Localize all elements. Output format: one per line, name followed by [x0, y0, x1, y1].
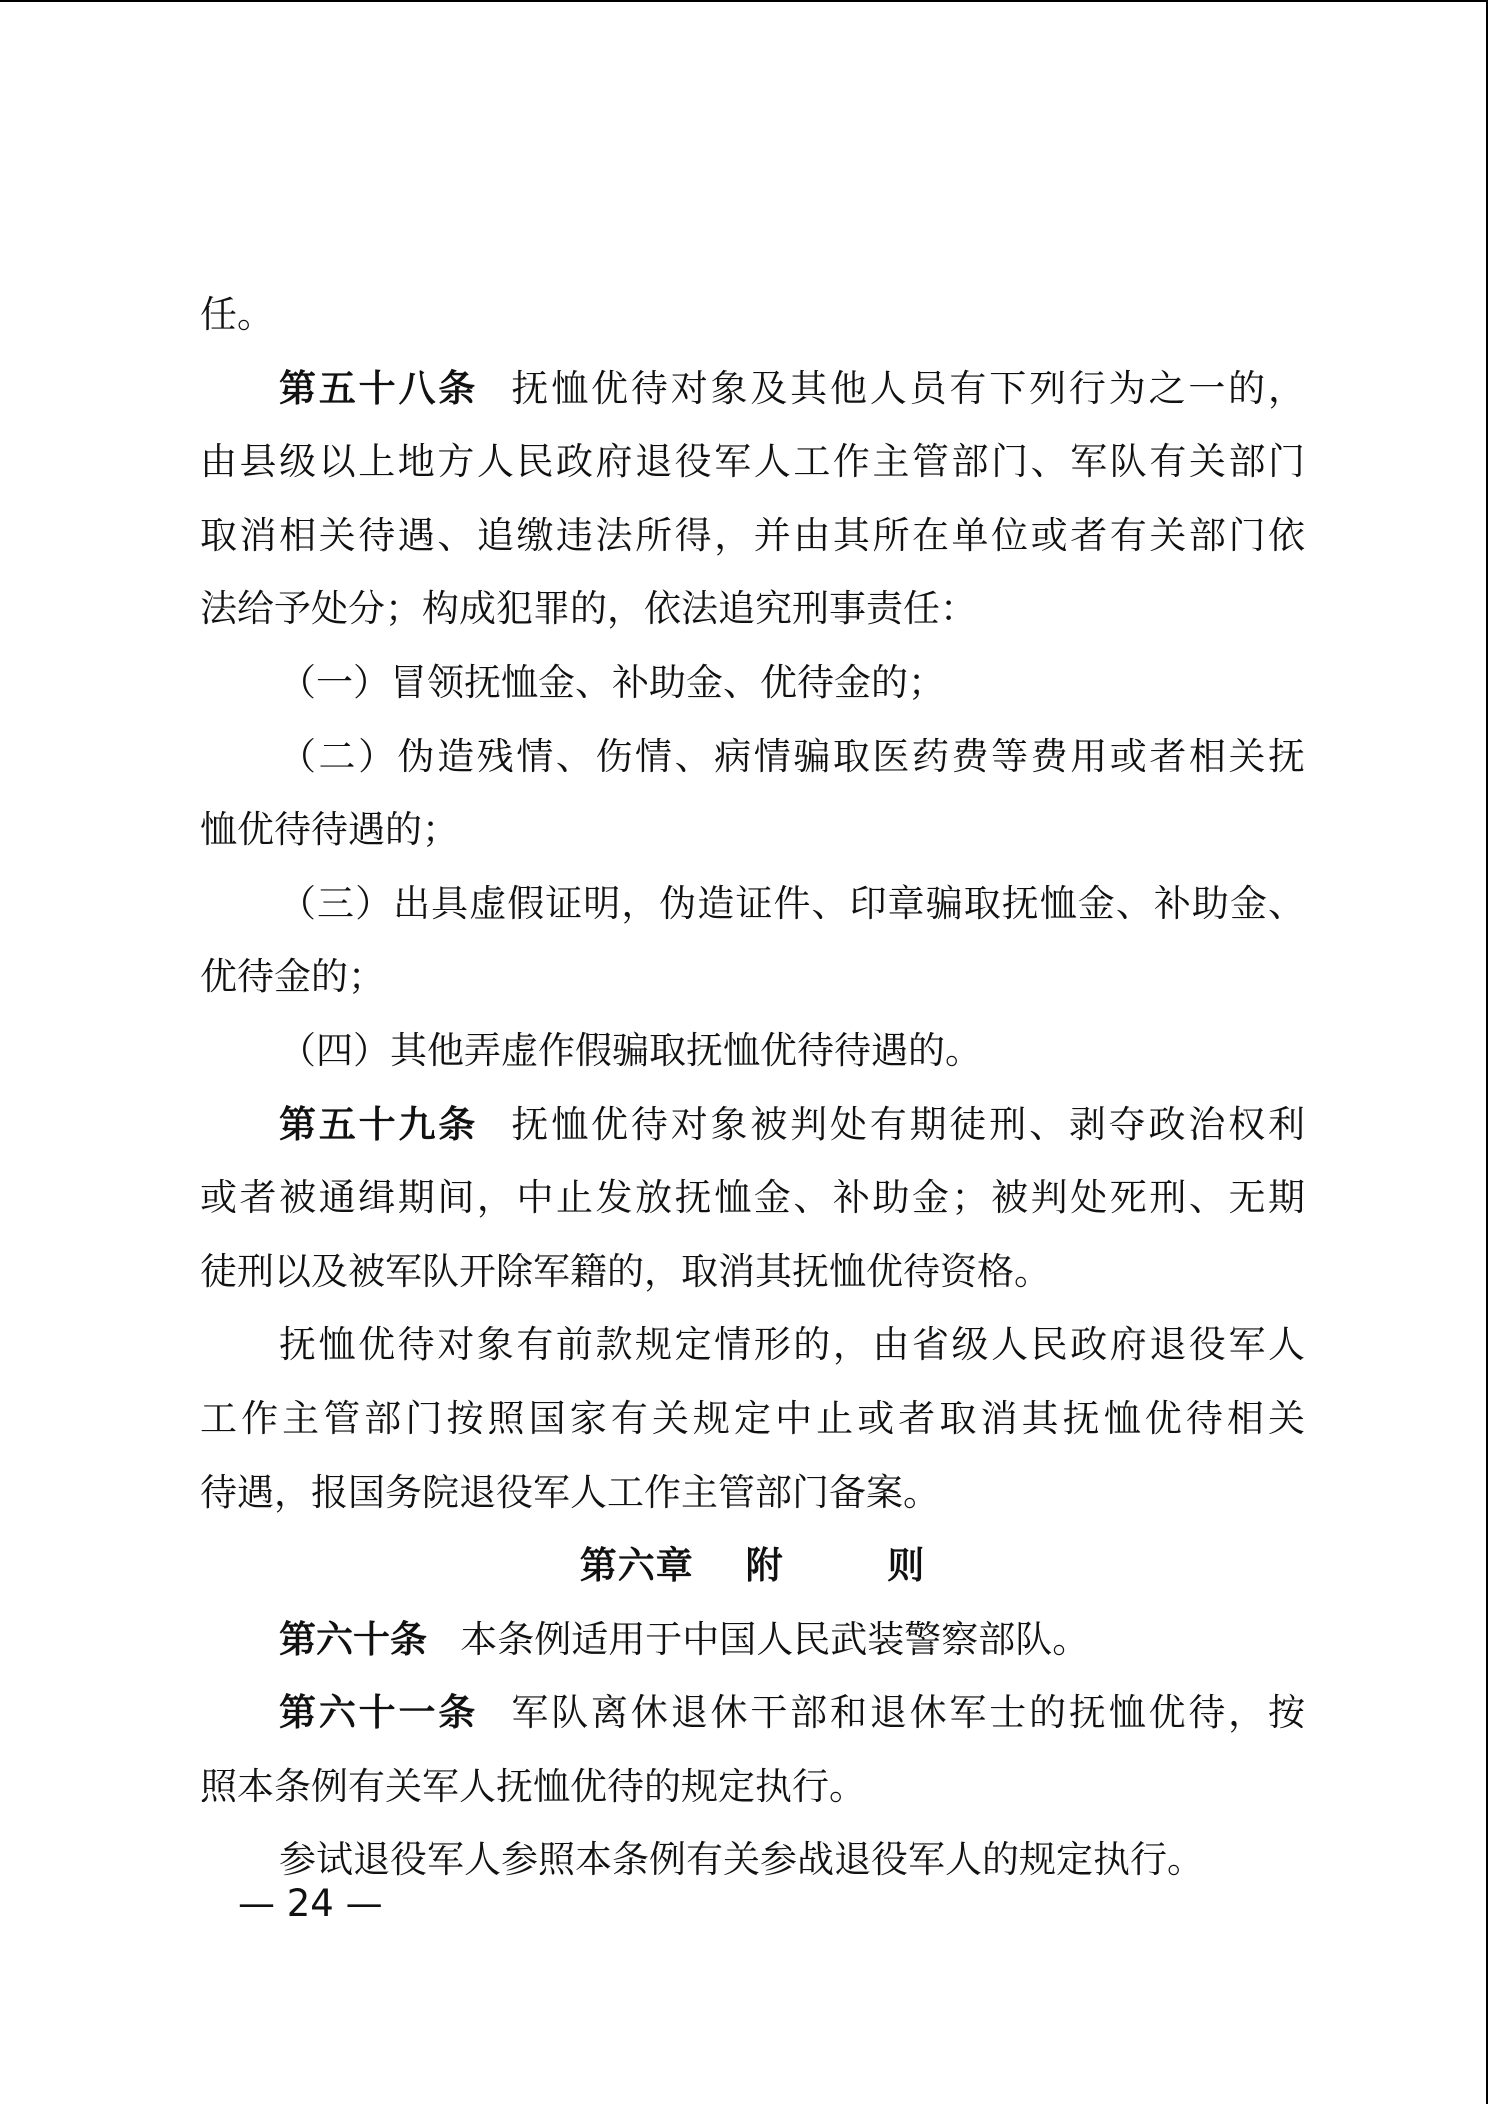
article-59-line-2: 或者被通缉期间，中止发放抚恤金、补助金；被判处死刑、无期 — [200, 1176, 1305, 1220]
list-item-1: （一）冒领抚恤金、补助金、优待金的； — [279, 660, 945, 704]
article-58-line-3: 取消相关待遇、追缴违法所得，并由其所在单位或者有关部门依 — [200, 513, 1305, 557]
paragraph-line-2: 工作主管部门按照国家有关规定中止或者取消其抚恤优待相关 — [200, 1396, 1305, 1440]
article-59-heading: 第五十九条 — [279, 1102, 479, 1146]
paragraph-line-1: 抚恤优待对象有前款规定情形的，由省级人民政府退役军人 — [279, 1323, 1305, 1367]
list-item-2-line-1: （二）伪造残情、伤情、病情骗取医药费等费用或者相关抚 — [279, 734, 1305, 778]
article-61-line-2: 照本条例有关军人抚恤优待的规定执行。 — [200, 1764, 866, 1808]
chapter-title: 第六章 附 则 — [579, 1544, 926, 1588]
list-item-4: （四）其他弄虚作假骗取抚恤优待待遇的。 — [279, 1028, 982, 1072]
article-60-heading: 第六十条 — [279, 1617, 427, 1661]
list-item-3-line-1: （三）出具虚假证明，伪造证件、印章骗取抚恤金、补助金、 — [279, 881, 1305, 925]
article-58-line-4: 法给予处分；构成犯罪的，依法追究刑事责任： — [200, 587, 977, 631]
article-61-line-1: 第六十一条 军队离休退休干部和退休军士的抚恤优待，按 — [279, 1691, 1306, 1735]
article-59-line-1: 第五十九条 抚恤优待对象被判处有期徒刑、剥夺政治权利 — [279, 1102, 1306, 1146]
list-item-3-line-2: 优待金的； — [200, 955, 385, 999]
article-58-line-1: 第五十八条 抚恤优待对象及其他人员有下列行为之一的， — [279, 366, 1306, 410]
text-line-1: 任。 — [200, 293, 274, 336]
article-61-line-3: 参试退役军人参照本条例有关参战退役军人的规定执行。 — [279, 1838, 1204, 1882]
article-60: 第六十条 本条例适用于中国人民武装警察部队。 — [279, 1617, 1090, 1661]
paragraph-line-3: 待遇，报国务院退役军人工作主管部门备案。 — [200, 1470, 940, 1514]
article-59-line-3: 徒刑以及被军队开除军籍的，取消其抚恤优待资格。 — [200, 1249, 1051, 1293]
list-item-2-line-2: 恤优待待遇的； — [200, 808, 459, 852]
article-58-heading: 第五十八条 — [279, 366, 479, 410]
article-58-line-2: 由县级以上地方人民政府退役军人工作主管部门、军队有关部门 — [200, 440, 1305, 484]
document-body — [200, 278, 1305, 1897]
article-61-heading: 第六十一条 — [279, 1691, 479, 1735]
page-number: — 24 — — [238, 1882, 383, 1925]
